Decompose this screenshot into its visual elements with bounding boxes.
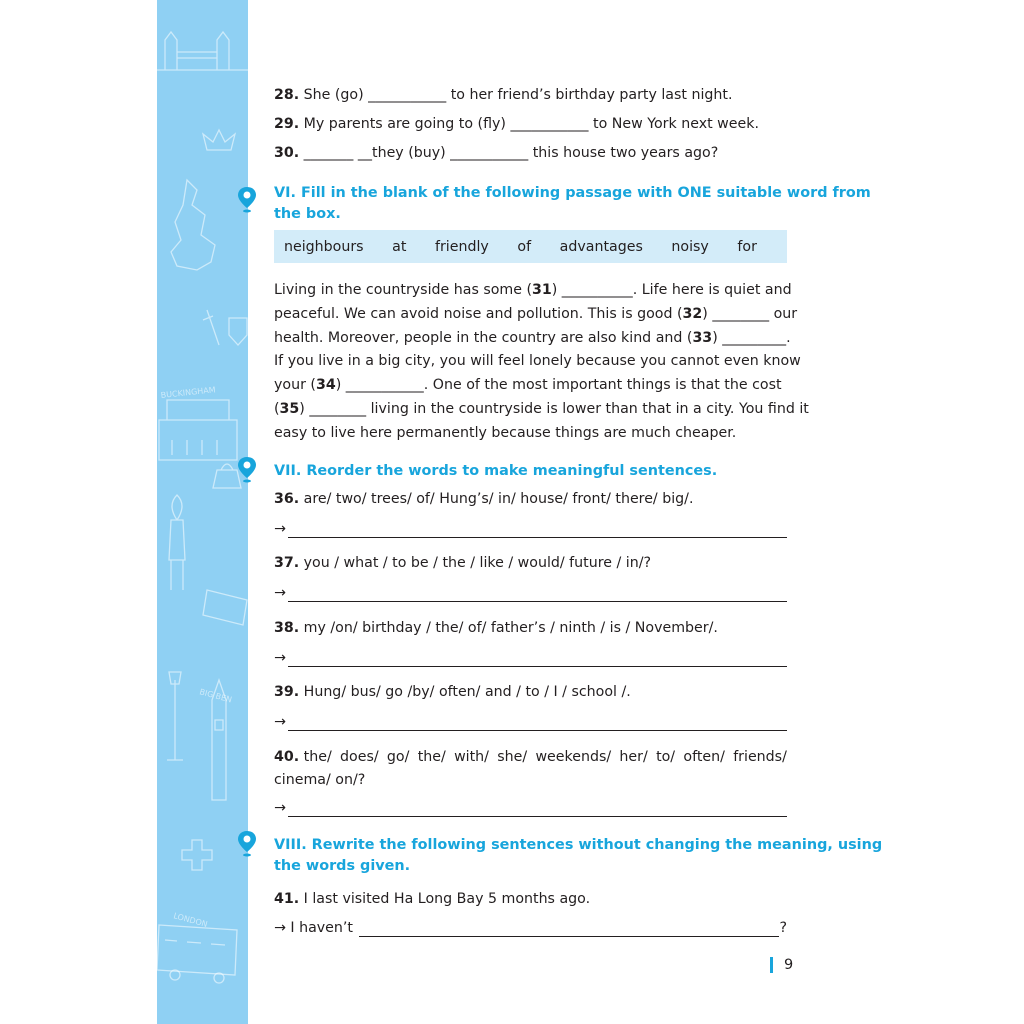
arrow-icon: → <box>274 800 286 816</box>
passage-line <box>274 422 787 446</box>
word-box-item: at <box>392 238 407 255</box>
page-number-text: 9 <box>784 957 794 973</box>
arrow-icon: → <box>274 585 286 601</box>
word-box-item: for <box>737 238 757 255</box>
answer-blank[interactable] <box>359 924 780 937</box>
section-6-title-line-1 <box>274 183 871 204</box>
word: weekends/ <box>535 749 612 765</box>
title-text: VI. Fill in the blank of the following passage with ONE suitable word from <box>274 185 871 201</box>
svg-text:LONDON: LONDON <box>172 911 209 929</box>
exercise-40 <box>274 748 787 766</box>
passage-line-text: If you live in a big city, you will feel lonely because you cannot even know <box>274 353 801 370</box>
answer-suffix: ? <box>779 920 787 936</box>
page-number-bar <box>770 957 773 973</box>
word: often/ <box>683 749 725 765</box>
svg-text:BIG BEN: BIG BEN <box>198 687 233 705</box>
exercise-text: Hung/ bus/ go /by/ often/ and / to / I / school /. <box>303 684 631 700</box>
word: to/ <box>656 749 676 765</box>
exercise-text: My parents are going to (fly) ___________ to New York next week. <box>303 116 759 132</box>
arrow-icon: → <box>274 521 286 537</box>
passage-line-text: (35) ________ living in the countryside is lower than that in a city. You find it <box>274 400 809 417</box>
exercise-36 <box>274 490 787 508</box>
exercise-37 <box>274 554 787 572</box>
location-pin-icon <box>237 456 257 484</box>
decorative-sidebar <box>157 0 248 1024</box>
passage-line <box>274 350 801 374</box>
exercise-29 <box>274 115 787 133</box>
page-number <box>770 955 793 975</box>
arrow-icon: → <box>274 650 286 666</box>
passage <box>274 279 809 446</box>
word: she/ <box>497 749 528 765</box>
word: the/ <box>417 749 446 765</box>
word: does/ <box>340 749 379 765</box>
exercise-text: _______ __they (buy) ___________ this house two years ago? <box>303 145 719 161</box>
exercise-number: 41. <box>274 891 300 907</box>
exercise-number: 28. <box>274 87 300 103</box>
section-7-title: VII. Reorder the words to make meaningful sentences. <box>274 463 718 479</box>
exercise-38 <box>274 619 787 637</box>
passage-line-text: health. Moreover, people in the country are also kind and (33) _________. <box>274 329 791 346</box>
exercise-text: my /on/ birthday / the/ of/ father’s / ninth / is / November/. <box>303 620 718 636</box>
london-landmarks-illustration <box>157 0 248 1024</box>
word-box-item: friendly <box>434 238 489 255</box>
location-pin-icon <box>237 186 257 214</box>
word-box-item: of <box>517 238 532 255</box>
answer-line[interactable] <box>274 584 787 602</box>
section-6-title <box>274 183 871 225</box>
exercise-text: are/ two/ trees/ of/ Hung’s/ in/ house/ front/ there/ big/. <box>303 491 694 507</box>
exercise-number: 30. <box>274 145 300 161</box>
word: with/ <box>454 749 489 765</box>
exercise-40-line-2: cinema/ on/? <box>274 772 366 788</box>
exercise-text: I last visited Ha Long Bay 5 months ago. <box>303 891 591 907</box>
answer-line[interactable] <box>274 520 787 538</box>
location-pin-icon <box>237 830 257 858</box>
rewrite-answer-line[interactable] <box>274 919 787 937</box>
exercise-40-line-1 <box>274 748 787 766</box>
svg-text:BUCKINGHAM: BUCKINGHAM <box>160 385 217 400</box>
exercise-30 <box>274 144 787 162</box>
title-text: VIII. Rewrite the following sentences without changing the meaning, using <box>274 837 883 853</box>
passage-line-text: easy to live here permanently because things are much cheaper. <box>274 424 737 441</box>
exercise-number: 38. <box>274 620 300 636</box>
exercise-text: 40. the/ <box>274 749 332 765</box>
exercise-text: you / what / to be / the / like / would/ future / in/? <box>303 555 652 571</box>
section-8-title-line-2: the words given. <box>274 858 411 874</box>
word-box-item: noisy <box>671 238 709 255</box>
exercise-number: 29. <box>274 116 300 132</box>
word: friends/ <box>733 749 787 765</box>
exercise-number: 37. <box>274 555 300 571</box>
exercise-28 <box>274 86 787 104</box>
arrow-icon: → <box>274 714 286 730</box>
passage-line <box>274 374 787 398</box>
answer-prefix: → I haven’t <box>274 920 353 936</box>
passage-line <box>274 398 809 422</box>
word-box <box>274 230 787 263</box>
passage-line-text: peaceful. We can avoid noise and pollution. This is good (32) ________ our <box>274 305 798 322</box>
exercise-text: She (go) ___________ to her friend’s birthday party last night. <box>303 87 733 103</box>
exercise-number: 36. <box>274 491 300 507</box>
passage-line-text: Living in the countryside has some (31) __________. Life here is quiet and <box>274 282 792 298</box>
answer-line[interactable] <box>274 799 787 817</box>
passage-line <box>274 279 792 303</box>
exercise-41 <box>274 890 787 908</box>
answer-line[interactable] <box>274 713 787 731</box>
passage-line <box>274 327 791 351</box>
section-8-title <box>274 835 883 877</box>
exercise-39 <box>274 683 787 701</box>
word-box-item: advantages <box>559 238 643 255</box>
passage-line <box>274 303 798 327</box>
word: go/ <box>386 749 410 765</box>
section-8-title-line-1 <box>274 835 883 856</box>
word: her/ <box>619 749 648 765</box>
word-box-item: neighbours <box>284 238 364 255</box>
passage-line-text: your (34) ___________. One of the most important things is that the cost <box>274 377 782 394</box>
exercise-number: 39. <box>274 684 300 700</box>
answer-line[interactable] <box>274 649 787 667</box>
section-6-title-line-2: the box. <box>274 206 341 222</box>
